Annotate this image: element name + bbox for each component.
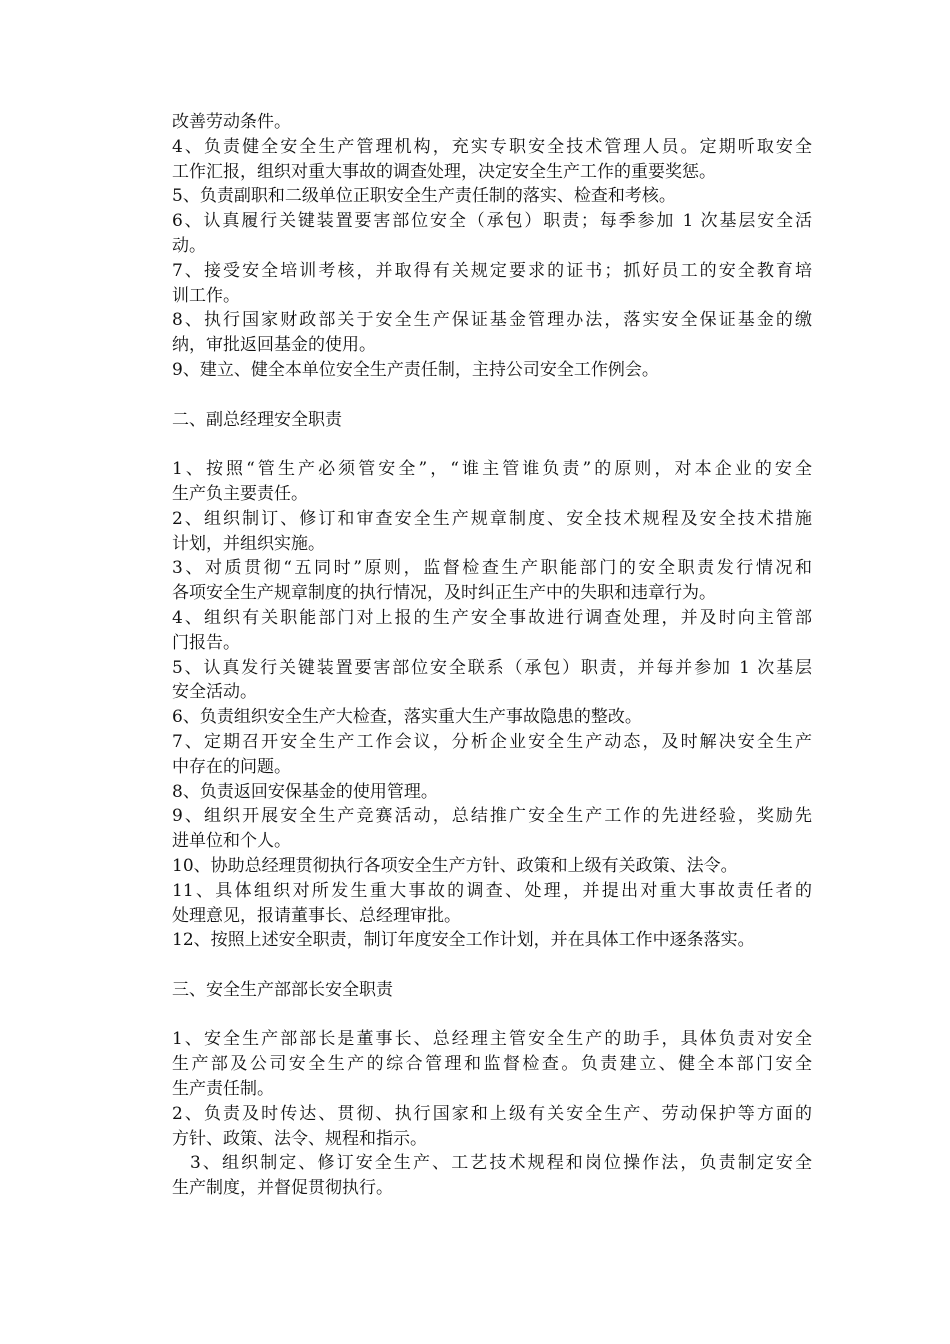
blank-line bbox=[172, 432, 812, 457]
paragraph-line: 动。 bbox=[172, 235, 206, 256]
paragraph-line: 训工作。 bbox=[172, 285, 240, 306]
paragraph-line: 7、接受安全培训考核，并取得有关规定要求的证书；抓好员工的安全教育培 bbox=[172, 260, 812, 281]
paragraph-line: 3、对质贯彻“五同时”原则，监督检查生产职能部门的安全职责发行情况和 bbox=[172, 558, 812, 579]
paragraph-line: 纳，审批返回基金的使用。 bbox=[172, 335, 376, 356]
document-body bbox=[172, 110, 812, 1201]
paragraph-line: 处理意见，报请董事长、总经理审批。 bbox=[172, 905, 461, 926]
paragraph-line: 2、负责及时传达、贯彻、执行国家和上级有关安全生产、劳动保护等方面的 bbox=[172, 1103, 812, 1124]
paragraph-line: 工作汇报，组织对重大事故的调查处理，决定安全生产工作的重要奖惩。 bbox=[172, 161, 716, 182]
paragraph-line: 2、组织制订、修订和审查安全生产规章制度、安全技术规程及安全技术措施 bbox=[172, 508, 812, 529]
paragraph-line: 方针、政策、法令、规程和指示。 bbox=[172, 1128, 427, 1149]
section-heading: 三、安全生产部部长安全职责 bbox=[172, 979, 393, 1000]
paragraph-line: 生产部及公司安全生产的综合管理和监督检查。负责建立、健全本部门安全 bbox=[172, 1054, 812, 1075]
paragraph-line: 计划，并组织实施。 bbox=[172, 533, 325, 554]
blank-line bbox=[172, 953, 812, 978]
paragraph-line: 7、定期召开安全生产工作会议，分析企业安全生产动态，及时解决安全生产 bbox=[172, 731, 812, 752]
paragraph-line: 4、组织有关职能部门对上报的生产安全事故进行调查处理，并及时向主管部 bbox=[172, 607, 812, 628]
paragraph-line: 各项安全生产规章制度的执行情况，及时纠正生产中的失职和违章行为。 bbox=[172, 583, 716, 604]
paragraph-line: 中存在的问题。 bbox=[172, 756, 291, 777]
paragraph-line: 改善劳动条件。 bbox=[172, 112, 291, 132]
paragraph-line: 1、安全生产部部长是董事长、总经理主管安全生产的助手，具体负责对安全 bbox=[172, 1029, 812, 1050]
paragraph-line: 10、协助总经理贯彻执行各项安全生产方针、政策和上级有关政策、法令。 bbox=[172, 855, 738, 876]
paragraph-line: 进单位和个人。 bbox=[172, 831, 291, 852]
paragraph-line: 9、组织开展安全生产竞赛活动，总结推广安全生产工作的先进经验，奖励先 bbox=[172, 806, 812, 827]
paragraph-line: 9、建立、健全本单位安全生产责任制，主持公司安全工作例会。 bbox=[172, 359, 659, 380]
paragraph-line: 8、负责返回安保基金的使用管理。 bbox=[172, 781, 438, 802]
paragraph-line: 8、执行国家财政部关于安全生产保证基金管理办法，落实安全保证基金的缴 bbox=[172, 310, 812, 331]
paragraph-line: 生产责任制。 bbox=[172, 1079, 274, 1100]
blank-line bbox=[172, 383, 812, 408]
paragraph-line: 安全活动。 bbox=[172, 682, 257, 703]
paragraph-line: 1、按照“管生产必须管安全”，“谁主管谁负责”的原则，对本企业的安全 bbox=[172, 459, 812, 480]
paragraph-line: 6、负责组织安全生产大检查，落实重大生产事故隐患的整改。 bbox=[172, 707, 642, 728]
paragraph-line: 门报告。 bbox=[172, 632, 240, 653]
paragraph-line: 生产制度，并督促贯彻执行。 bbox=[172, 1178, 393, 1199]
blank-line bbox=[172, 1003, 812, 1028]
paragraph-line: 4、负责健全安全生产管理机构，充实专职安全技术管理人员。定期听取安全 bbox=[172, 136, 812, 157]
section-heading: 二、副总经理安全职责 bbox=[172, 409, 342, 430]
paragraph-line: 3、组织制定、修订安全生产、工艺技术规程和岗位操作法，负责制定安全 bbox=[190, 1153, 812, 1174]
paragraph-line: 5、负责副职和二级单位正职安全生产责任制的落实、检查和考核。 bbox=[172, 186, 676, 207]
paragraph-line: 生产负主要责任。 bbox=[172, 483, 308, 504]
paragraph-line: 11、具体组织对所发生重大事故的调查、处理，并提出对重大事故责任者的 bbox=[172, 880, 812, 901]
paragraph-line: 6、认真履行关键装置要害部位安全（承包）职责；每季参加 1 次基层安全活 bbox=[172, 211, 812, 232]
paragraph-line: 5、认真发行关键装置要害部位安全联系（承包）职责，并每并参加 1 次基层 bbox=[172, 657, 812, 678]
paragraph-line: 12、按照上述安全职责，制订年度安全工作计划，并在具体工作中逐条落实。 bbox=[172, 930, 755, 951]
